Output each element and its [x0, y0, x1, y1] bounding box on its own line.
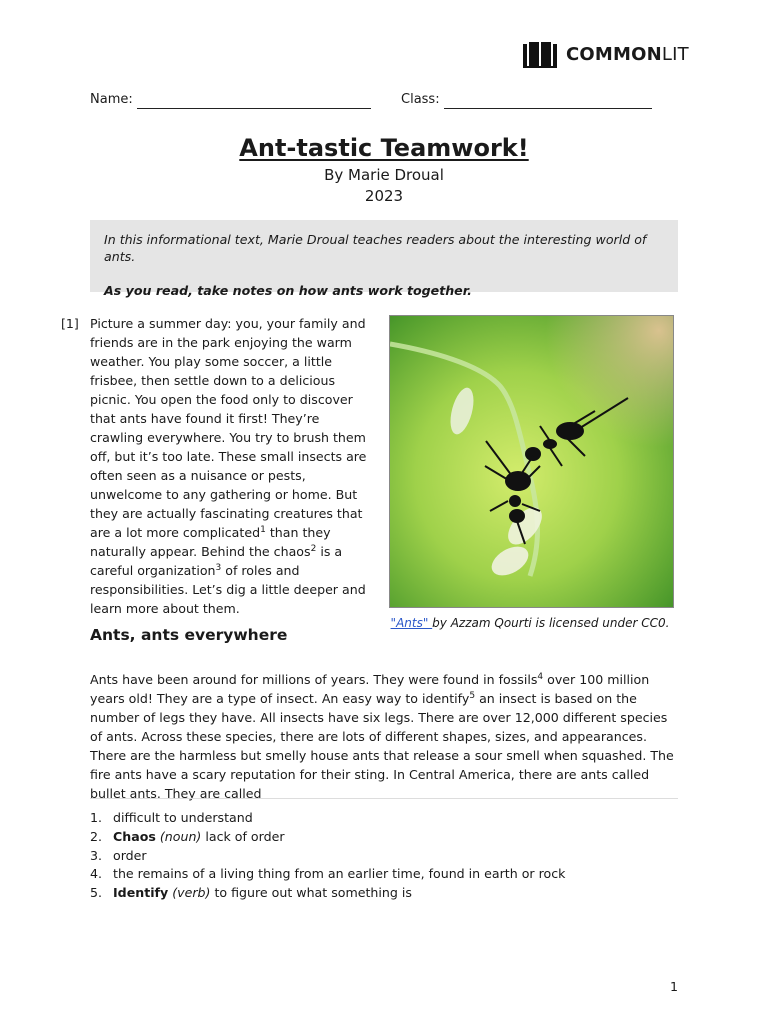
name-label: Name: [90, 92, 133, 107]
article-byline [0, 165, 768, 207]
paragraph-1: Picture a summer day: you, your family and friends are in the park enjoying the warm weather. You play some soccer, a little frisbee, then settle down to a delicious picnic. You open the food only to discover that ants have found it first! They’re crawling everywhere. You try to brush them off, but it’s too late. These small insects are often seen as a nuisance or pests, unwelcome to any gathering or home. But they are actually fascinating creatures that are a lot more complicated$^1$ than they naturally appear. Behind the chaos$^2$ is a careful organization$^3$ of roles and responsibilities. Let’s dig a little deeper and learn more about them. [90, 316, 367, 616]
class-blank [444, 96, 652, 109]
footnote-item: 4. the remains of a living thing from an earlier time, found in earth or rock [90, 866, 566, 882]
name-field [90, 91, 371, 109]
caption-link[interactable]: "Ants" [390, 616, 433, 630]
footnote-item: 5. Identify (verb) to figure out what something is [90, 885, 412, 901]
photo-caption: "Ants" by Azzam Qourti is licensed under CC0. [390, 616, 670, 630]
article-title: Ant-tastic Teamwork! [239, 134, 529, 162]
footnote-divider [90, 798, 678, 799]
ants-photo [389, 315, 674, 608]
footnote-ref-4: 4 [537, 671, 544, 682]
footnote-ref-3: 3 [215, 562, 222, 573]
class-field [401, 91, 652, 109]
year: 2023 [364, 187, 404, 205]
intro-instruction: As you read, take notes on how ants work together. [104, 283, 472, 298]
author: By Marie Droual [324, 166, 444, 184]
footnote-item: 3. order [90, 847, 147, 863]
page-number: 1 [670, 979, 679, 994]
footnote-item: 2. Chaos (noun) lack of order [90, 828, 285, 844]
intro-summary: In this informational text, Marie Droual teaches readers about the interesting world of ants. [104, 232, 647, 264]
footnote-ref-2: 2 [310, 543, 317, 554]
name-blank [137, 96, 371, 109]
open-book-icon [522, 41, 558, 69]
commonlit-logo [522, 41, 689, 69]
footnote-ref-1: 1 [260, 524, 266, 535]
brand-name: COMMONLIT [566, 44, 689, 65]
intro-box [90, 220, 678, 298]
paragraph-number: [1] [61, 316, 79, 331]
footnote-item: 1. difficult to understand [90, 810, 253, 825]
paragraph-2: Ants have been around for millions of years. They were found in fossils$^4$ over 100 million years old! They are a type of insect. An easy way to identify$^5$ an insect is based on the number of legs they have. All insects have six legs. There are over 12,000 different species of ants. Across these species, there are lots of different shapes, sizes, and appearances. There are the harmless but smelly house ants that release a sour smell when squashed. The fire ants have a scary reputation for their sting. In Central America, there are ants called bullet ants. They are called [90, 671, 674, 801]
class-label: Class: [401, 92, 440, 107]
section-heading: Ants, ants everywhere [90, 626, 288, 644]
footnote-ref-5: 5 [469, 690, 476, 701]
footnote-list [90, 809, 678, 903]
